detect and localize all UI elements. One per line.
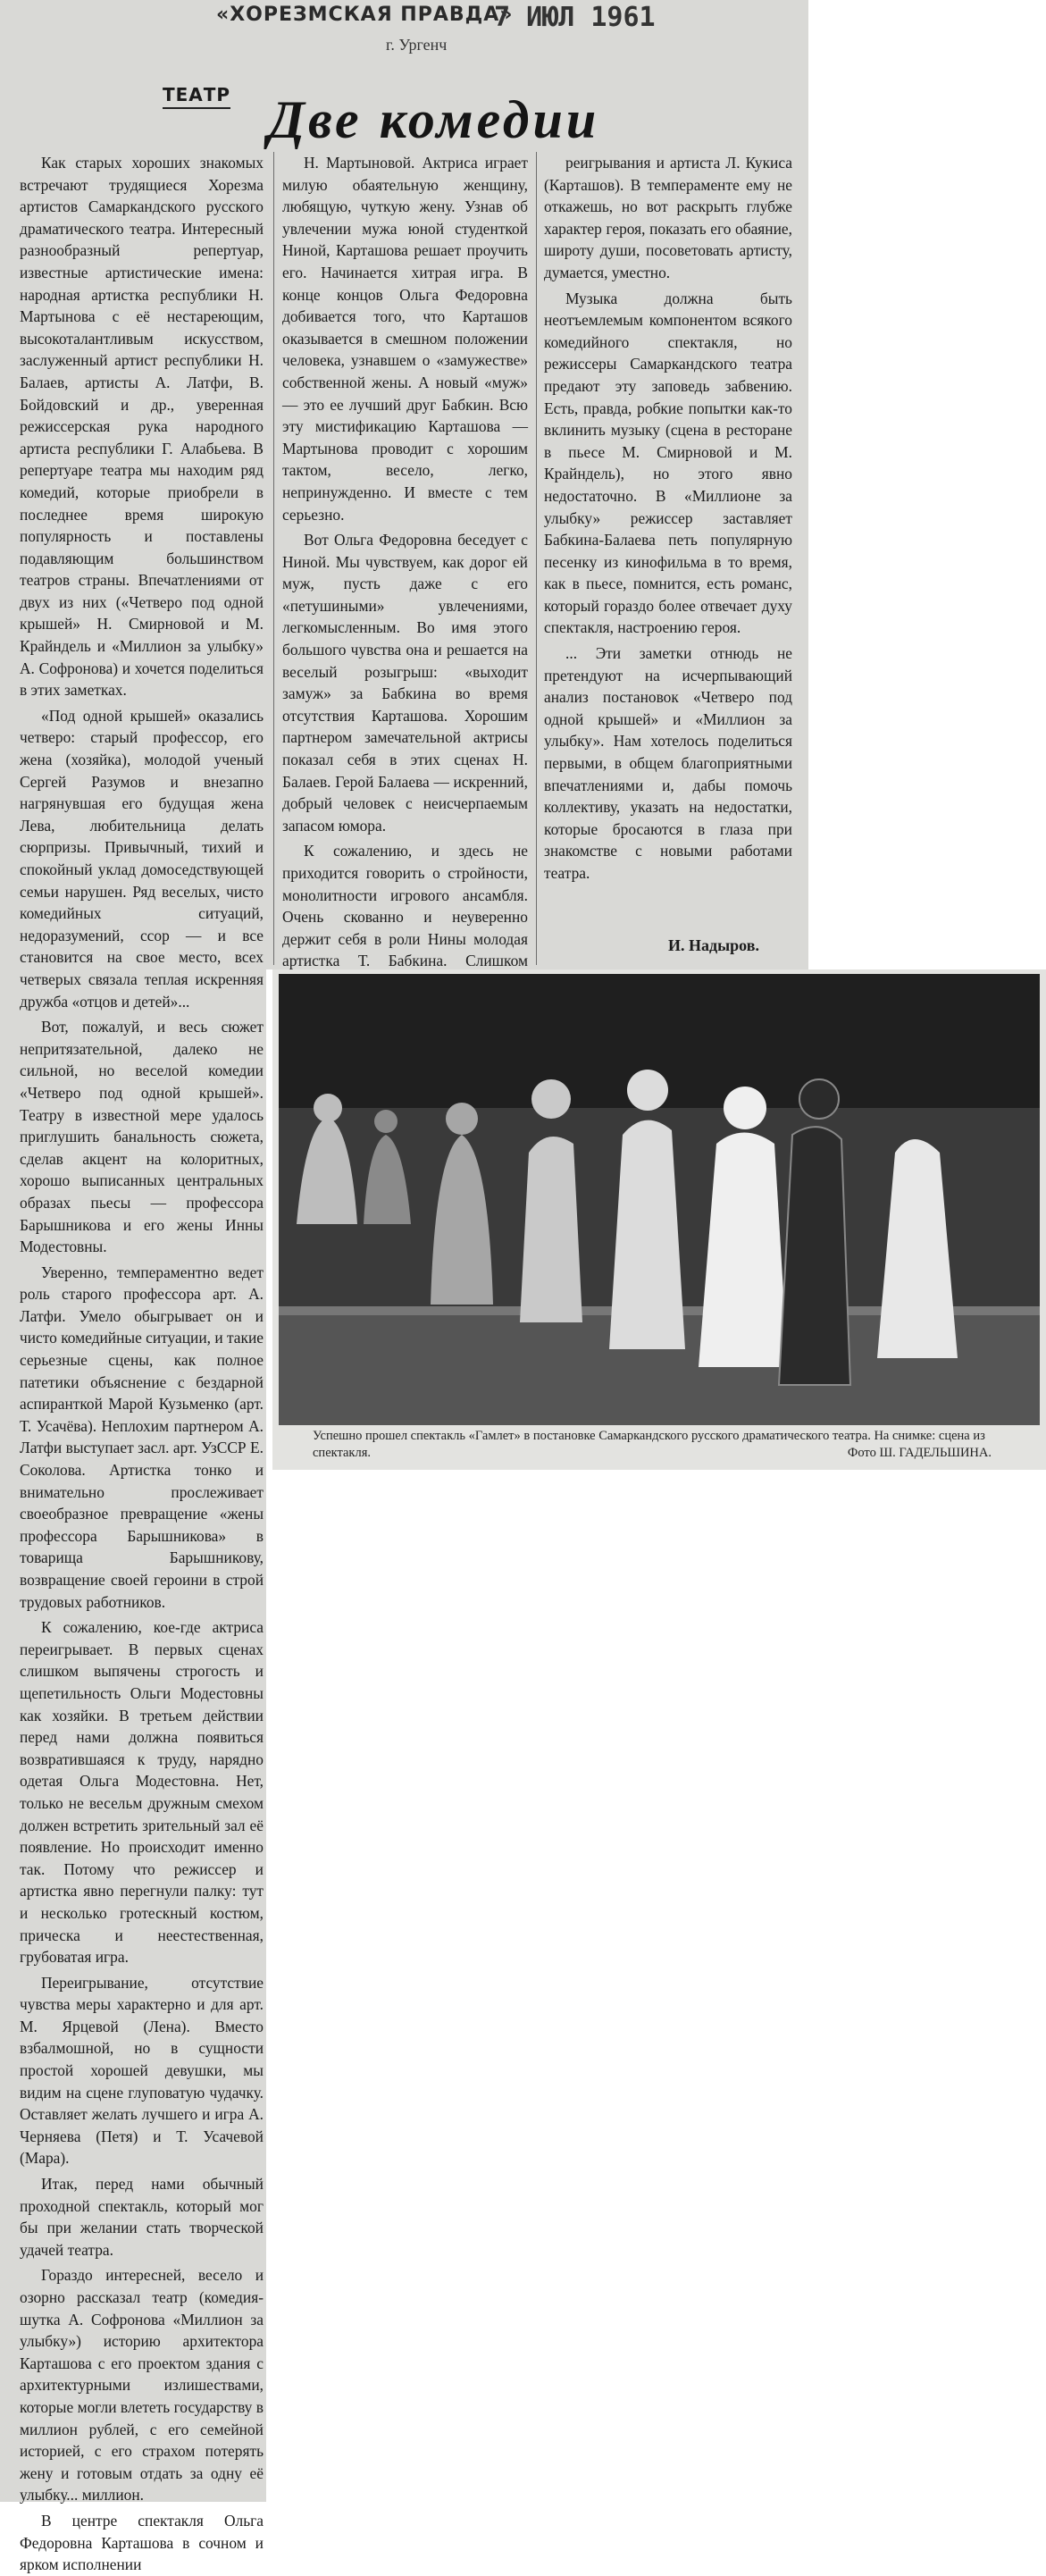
newspaper-name: «ХОРЕЗМСКАЯ ПРАВДА» xyxy=(216,4,514,26)
section-rubric: ТЕАТР xyxy=(163,84,230,109)
paragraph: В центре спектакля Ольга Федоровна Карташова в сочном и ярком исполнении xyxy=(20,2511,264,2574)
column-rule xyxy=(536,152,537,965)
article-column-2 xyxy=(282,152,528,970)
paragraph: К сожалению, и здесь не приходится говорить о стройности, монолитности игрового ансамбля. Очень скованно и неуверенно держит себя в роли Нины молодая артистка Т. Бабкина. Слишком xyxy=(282,842,528,970)
paragraph: реигрывания и артиста Л. Кукиса (Карташов). В темпераменте ему не откажешь, но вот раскрыть глубже характер героя, показать его обаяние, широту души, посоветовать артисту, думается, уместно. xyxy=(544,154,792,281)
paragraph: Гораздо интересней, весело и озорно рассказал театр (комедия-шутка А. Софронова «Миллион за улыбку») историю архитектора Карташова с его проектом здания с архитектурными излишествами, которые могли влететь государству в миллион рублей, с его семейной историей, с его страхом потерять жену и готовым отдать за одну её улыбку... миллион. xyxy=(20,2266,264,2505)
article-column-3 xyxy=(544,152,792,965)
photo-caption xyxy=(313,1428,1027,1462)
city-label: г. Ургенч xyxy=(386,36,448,54)
article-headline: Две комедии xyxy=(268,90,600,149)
column-rule xyxy=(273,152,274,965)
masthead xyxy=(0,0,808,71)
paragraph: Как старых хороших знакомых встречают трудящиеся Хорезма артистов Самаркандского русского драматического театра. Интересный разнообразный репертуар, известные артистические имена: народная артистка республики Н. Мартынова с её нестареющим, высокоталантливым искусством, заслуженный артист республики Н. Балаев, артисты А. Латфи, В. Бойдовский и др., уверенная режиссерская рука народного артиста республики Г. Алабьева. В репертуаре театра мы находим ряд комедий, которые приобрели в последнее время широкую популярность и поставлены подавляющим большинством театров страны. Впечатлениями от двух из них («Четверо под одной крышей» Н. Смирновой и М. Крайндель и «Миллион за улыбку» А. Софронова) и хочется поделиться в этих заметках. xyxy=(20,154,264,700)
photo-credit: Фото Ш. ГАДЕЛЬШИНА. xyxy=(847,1446,992,1460)
paragraph: Н. Мартыновой. Актриса играет милую обаятельную женщину, любящую, чуткую жену. Узнав об увлечении мужа юной студенткой Ниной, Карташова решает проучить его. Начинается хитрая игра. В конце концов Ольга Федоровна добивается того, что Карташов оказывается в смешном положении человека, узнавшем о «замужестве» собственной жены. А новый «муж» — это ее лучший друг Бабкин. Всю эту мистификацию Карташова — Мартынова проводит с хорошим тактом, весело, легко, непринужденно. И вместе с тем серьезно. xyxy=(282,154,528,524)
paragraph: ... Эти заметки отнюдь не претендуют на исчерпывающий анализ постановок «Четверо под одной крышей» и «Миллион за улыбку». Нам хотелось поделиться первыми, в общем благоприятными впечатлениями и, дабы помочь коллективу, указать на недостатки, которые бросаются в глаза при знакомстве с новыми работами театра. xyxy=(544,644,792,882)
caption-text: Успешно прошел спектакль «Гамлет» в постановке Самаркандского русского драматического театра. На снимке: сцена из спектакля. xyxy=(313,1429,985,1460)
paragraph: Вот Ольга Федоровна беседует с Ниной. Мы чувствуем, как дорог ей муж, пусть даже с его «петушиными» увлечениями, легкомысленным. Во имя этого большого чувства она и решается на веселый розыгрыш: «выходит замуж» за Бабкина во время отсутствия Карташова. Хорошим партнером замечательной актрисы показал себя в этих сценах Н. Балаев. Герой Балаева — искренний, добрый человек с неисчерпаемым запасом юмора. xyxy=(282,531,528,835)
paragraph: Итак, перед нами обычный проходной спектакль, который мог бы при желании стать творческой удачей театра. xyxy=(20,2175,264,2259)
paragraph: Музыка должна быть неотъемлемым компонентом всякого комедийного спектакля, но режиссеры Самаркандского театра предают эту заповедь забвению. Есть, правда, робкие попытки как-то вклинить музыку (сцена в ресторане в пьесе М. Смирновой и М. Крайндель), но этого явно недостаточно. В «Миллионе за улыбку» режиссер заставляет Бабкина-Балаева петь популярную песенку из кинофильма в то время, как в пьесе, помнится, есть романс, который гораздо более отвечает духу спектакля, настроению героя. xyxy=(544,289,792,637)
article-column-1 xyxy=(20,152,264,2574)
paragraph: Уверенно, темпераментно ведет роль старого профессора арт. А. Латфи. Умело обыгрывает он и чисто комедийные ситуации, и такие серьезные сцены, как полное патетики объяснение с бездарной аспиранткой Марой Кузьменко (арт. Т. Усачёва). Неплохим партнером А. Латфи выступает засл. арт. УзССР Е. Соколова. Артистка тонко и внимательно прослеживает своеобразное превращение «жены профессора Барышникова» в товарища Барышникову, возвращение своей героини в строй трудовых работников. xyxy=(20,1263,264,1611)
paragraph: «Под одной крышей» оказались четверо: старый профессор, его жена (хозяйка), молодой ученый Сергей Разумов и внезапно нагрянувшая его будущая жена Лева, любительница делать сюрпризы. Привычный, тихий и спокойный уклад домоседствующей семьи нарушен. Ряд веселых, чисто комедийных ситуаций, недоразумений, ссор — и все становится на свое место, всех четверых связала теплая искренняя дружба «отцов и детей»... xyxy=(20,706,264,1011)
paragraph: К сожалению, кое-где актриса переигрывает. В первых сценах слишком выпячены строгость и щепетильность Ольги Модестовны как хозяйки. В третьем действии перед нами должна появиться возвратившаяся к труду, нарядно одетая Ольга Модестовна. Нет, только не весельм дружным смехом должен встретить зрительный зал её появление. Но происходит именно так. Потому что режиссер и артистка явно перегнули палку: тут и несколько гротескный костюм, прическа и неестественная, грубоватая игра. xyxy=(20,1618,264,1967)
paragraph: Переигрывание, отсутствие чувства меры характерно и для арт. М. Ярцевой (Лена). Вместо взбалмошной, но в сущности простой хорошей девушки, мы видим на сцене глуповатую чудачку. Оставляет желать лучшего и игра А. Черняева (Петя) и Т. Усачевой (Мара). xyxy=(20,1973,264,2168)
paragraph: Вот, пожалуй, и весь сюжет непритязательной, далеко не сильной, но веселой комедии «Четверо под одной крышей». Театру в известной мере удалось приглушить банальность сюжета, сделав акцент на колоритных, хорошо выписанных центральных образах пьесы — профессора Барышникова и его жены Инны Модестовны. xyxy=(20,1018,264,1256)
date-stamp: 7 ИЮЛ 1961 xyxy=(494,2,656,33)
theatre-photo xyxy=(279,974,1040,1425)
author-signature: И. Надыров. xyxy=(668,936,759,954)
